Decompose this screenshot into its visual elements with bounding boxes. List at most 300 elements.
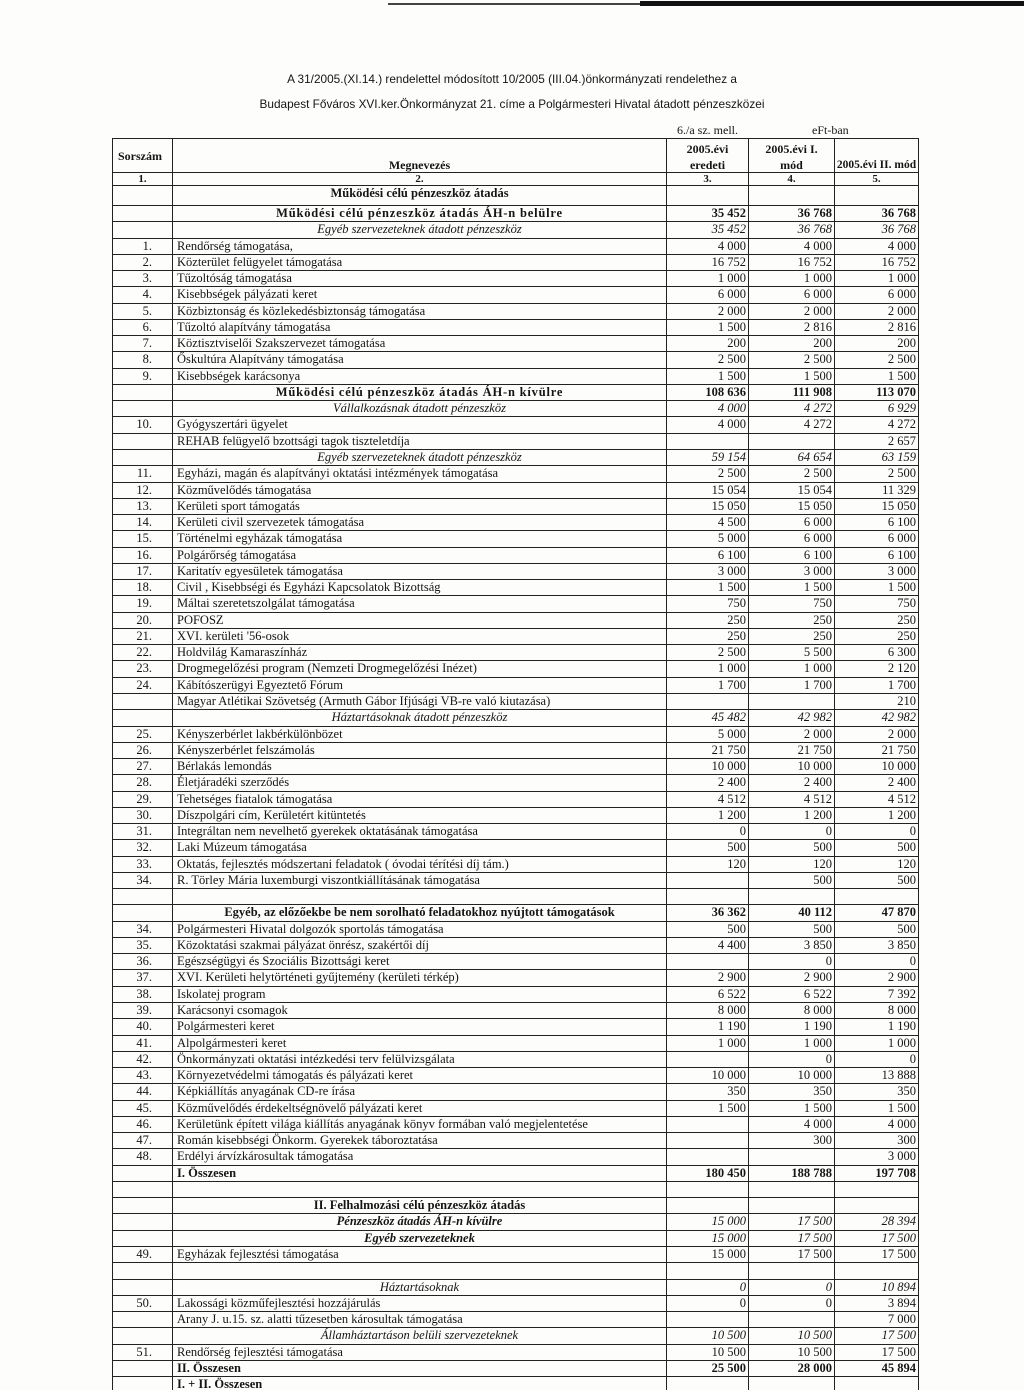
value-2005-ii-mod: 7 000 [835,1312,919,1327]
row-label [173,1263,667,1278]
value-2005-eredeti [667,1377,749,1390]
value-2005-ii-mod: 6 000 [835,531,919,546]
table-row [113,1247,919,1263]
value-2005-i-mod: 6 000 [749,287,835,302]
value-2005-eredeti: 4 512 [667,792,749,807]
table-row [113,645,919,661]
value-2005-ii-mod: 21 750 [835,743,919,758]
row-number: 42. [113,1052,173,1067]
value-2005-i-mod [749,1263,835,1278]
row-label: Közművelődés támogatása [173,483,667,498]
row-number: 7. [113,336,173,351]
value-2005-ii-mod: 0 [835,824,919,839]
row-number: 16. [113,548,173,563]
value-2005-ii-mod: 1 190 [835,1019,919,1034]
value-2005-i-mod: 750 [749,596,835,611]
value-2005-eredeti: 6 000 [667,287,749,302]
value-2005-i-mod: 4 272 [749,417,835,432]
value-2005-ii-mod: 500 [835,840,919,855]
column-header-label: eredeti [689,158,726,172]
value-2005-ii-mod: 350 [835,1084,919,1099]
group-row [113,1328,919,1344]
value-2005-i-mod: 2 816 [749,320,835,335]
row-label: Polgármesteri Hivatal dolgozók sportolás támogatása [173,922,667,937]
value-2005-i-mod [749,694,835,709]
row-label: II. Összesen [173,1361,667,1376]
value-2005-ii-mod: 28 394 [835,1214,919,1229]
value-2005-ii-mod: 3 000 [835,564,919,579]
row-label: Gyógyszertári ügyelet [173,417,667,432]
table-row [113,434,919,450]
table-row [113,694,919,710]
value-2005-ii-mod [835,186,919,205]
row-label: Kerületi civil szervezetek támogatása [173,515,667,530]
value-2005-i-mod: 1 500 [749,369,835,384]
value-2005-i-mod: 2 000 [749,304,835,319]
value-2005-eredeti [667,1133,749,1148]
budget-table [112,138,919,1390]
value-2005-i-mod: 1 700 [749,678,835,693]
value-2005-i-mod: 8 000 [749,1003,835,1018]
value-2005-i-mod: 111 908 [749,385,835,400]
row-label: Drogmegelőzési program (Nemzeti Drogmegelőzési Inézet) [173,661,667,676]
table-row [113,727,919,743]
value-2005-ii-mod: 47 870 [835,905,919,920]
table-row [113,255,919,271]
value-2005-eredeti: 15 054 [667,483,749,498]
value-2005-ii-mod [835,1377,919,1390]
value-2005-eredeti: 16 752 [667,255,749,270]
value-2005-eredeti: 59 154 [667,450,749,465]
annex-number: 6./a sz. mell. [677,123,738,137]
row-number: 10. [113,417,173,432]
value-2005-ii-mod: 250 [835,629,919,644]
row-label: Tűzoltó alapítvány támogatása [173,320,667,335]
row-label: Magyar Atlétikai Szövetség (Armuth Gábor Ifjúsági VB-re való kiutazása) [173,694,667,709]
table-row [113,970,919,986]
value-2005-i-mod: 120 [749,857,835,872]
table-row [113,954,919,970]
value-2005-eredeti: 1 190 [667,1019,749,1034]
row-label: Tűzoltóság támogatása [173,271,667,286]
value-2005-i-mod: 4 000 [749,239,835,254]
value-2005-ii-mod: 13 888 [835,1068,919,1083]
value-2005-eredeti: 5 000 [667,727,749,742]
value-2005-eredeti [667,1198,749,1213]
value-2005-eredeti: 10 500 [667,1328,749,1343]
row-label: Román kisebbségi Önkorm. Gyerekek táboroztatása [173,1133,667,1148]
row-number: 32. [113,840,173,855]
row-number: 11. [113,466,173,481]
value-2005-i-mod: 36 768 [749,206,835,221]
value-2005-ii-mod [835,1198,919,1213]
row-label: Rendőrség fejlesztési támogatása [173,1345,667,1360]
value-2005-eredeti: 4 000 [667,239,749,254]
value-2005-eredeti: 2 900 [667,970,749,985]
row-number: 26. [113,743,173,758]
row-label: Alpolgármesteri keret [173,1036,667,1051]
row-label: Karitatív egyesületek támogatása [173,564,667,579]
table-row [113,775,919,791]
table-row [113,1149,919,1165]
value-2005-i-mod: 1 000 [749,661,835,676]
value-2005-ii-mod: 1 000 [835,271,919,286]
row-number: 34. [113,922,173,937]
value-2005-ii-mod [835,1182,919,1197]
value-2005-ii-mod: 2 000 [835,727,919,742]
value-2005-i-mod: 10 000 [749,1068,835,1083]
value-2005-i-mod: 250 [749,629,835,644]
value-2005-ii-mod: 120 [835,857,919,872]
row-label: Kényszerbérlet lakbérkülönbözet [173,727,667,742]
value-2005-eredeti: 1 500 [667,1101,749,1116]
row-number [113,889,173,904]
row-number: 49. [113,1247,173,1262]
row-label: Életjáradéki szerződés [173,775,667,790]
row-label: Iskolatej program [173,987,667,1002]
value-2005-i-mod: 350 [749,1084,835,1099]
table-row [113,531,919,547]
column-number: 2. [173,173,667,185]
row-number: 5. [113,304,173,319]
row-number: 45. [113,1101,173,1116]
column-header-label: 2005.évi II. mód [836,159,917,171]
column-header-label: mód [780,158,803,172]
value-2005-eredeti: 4 000 [667,417,749,432]
value-2005-ii-mod: 200 [835,336,919,351]
table-row [113,1036,919,1052]
value-2005-eredeti: 36 362 [667,905,749,920]
row-number: 51. [113,1345,173,1360]
value-2005-ii-mod: 42 982 [835,710,919,725]
decree-reference-line: A 31/2005.(XI.14.) rendelettel módosított 10/2005 (III.04.)önkormányzati rendelethez a [287,72,737,86]
value-2005-eredeti [667,434,749,449]
value-2005-ii-mod: 197 708 [835,1166,919,1181]
value-2005-ii-mod: 1 000 [835,1036,919,1051]
column-header-label: 2005.évi [686,142,729,156]
value-2005-eredeti: 2 500 [667,352,749,367]
row-number: 20. [113,613,173,628]
value-2005-i-mod: 500 [749,840,835,855]
value-2005-i-mod: 10 500 [749,1328,835,1343]
value-2005-i-mod: 15 050 [749,499,835,514]
value-2005-ii-mod: 16 752 [835,255,919,270]
row-label [173,889,667,904]
row-number [113,1377,173,1390]
blank-row [113,1182,919,1198]
row-label: Államháztartáson belüli szervezeteknek [173,1328,667,1343]
value-2005-i-mod: 4 000 [749,1117,835,1132]
subtotal-row [113,385,919,401]
value-2005-i-mod: 10 500 [749,1345,835,1360]
value-2005-ii-mod: 6 100 [835,548,919,563]
scan-edge-mark [640,1,1024,6]
value-2005-eredeti: 1 200 [667,808,749,823]
column-header-megnevezes [173,139,667,172]
value-2005-eredeti: 180 450 [667,1166,749,1181]
row-label: Kábítószerügyi Egyeztető Fórum [173,678,667,693]
value-2005-i-mod: 2 000 [749,727,835,742]
table-row [113,271,919,287]
value-2005-eredeti: 500 [667,840,749,855]
row-number: 12. [113,483,173,498]
row-number: 13. [113,499,173,514]
value-2005-i-mod: 0 [749,1052,835,1067]
column-header-mod-2 [835,139,919,172]
row-label: XVI. kerületi '56-osok [173,629,667,644]
value-2005-eredeti: 6 100 [667,548,749,563]
row-number: 44. [113,1084,173,1099]
total-row [113,1361,919,1377]
value-2005-ii-mod: 45 894 [835,1361,919,1376]
value-2005-ii-mod: 17 500 [835,1231,919,1246]
value-2005-i-mod: 200 [749,336,835,351]
value-2005-i-mod [749,1377,835,1390]
value-2005-ii-mod: 4 000 [835,239,919,254]
row-number: 30. [113,808,173,823]
row-number: 22. [113,645,173,660]
column-number: 1. [113,173,173,185]
row-number [113,1263,173,1278]
table-row [113,873,919,889]
value-2005-ii-mod: 7 392 [835,987,919,1002]
value-2005-ii-mod: 3 850 [835,938,919,953]
value-2005-i-mod: 1 190 [749,1019,835,1034]
row-number: 15. [113,531,173,546]
row-label: II. Felhalmozási célú pénzeszköz átadás [173,1198,667,1213]
row-label: POFOSZ [173,613,667,628]
row-number [113,905,173,920]
value-2005-i-mod: 500 [749,873,835,888]
table-row [113,1052,919,1068]
value-2005-eredeti: 1 500 [667,320,749,335]
table-row [113,1312,919,1328]
row-label: Egyéb szervezeteknek átadott pénzeszköz [173,450,667,465]
row-label: Oktatás, fejlesztés módszertani feladatok ( óvodai térítési díj tám.) [173,857,667,872]
row-number: 18. [113,580,173,595]
section-heading-row [113,1198,919,1214]
value-2005-eredeti: 250 [667,613,749,628]
value-2005-eredeti: 250 [667,629,749,644]
table-row [113,515,919,531]
value-2005-ii-mod: 2 400 [835,775,919,790]
value-2005-eredeti: 6 522 [667,987,749,1002]
value-2005-eredeti: 500 [667,922,749,937]
table-row [113,287,919,303]
row-label: Vállalkozásnak átadott pénzeszköz [173,401,667,416]
value-2005-ii-mod: 4 512 [835,792,919,807]
value-2005-ii-mod: 36 768 [835,222,919,237]
value-2005-ii-mod: 210 [835,694,919,709]
value-2005-i-mod: 1 500 [749,580,835,595]
value-2005-eredeti: 35 452 [667,206,749,221]
row-label: Laki Múzeum támogatása [173,840,667,855]
value-2005-ii-mod: 36 768 [835,206,919,221]
row-number: 37. [113,970,173,985]
row-label: REHAB felügyelő bzottsági tagok tiszteletdíja [173,434,667,449]
table-row [113,417,919,433]
row-label: Egyéb szervezeteknek [173,1231,667,1246]
value-2005-eredeti [667,889,749,904]
column-number: 5. [835,173,919,185]
row-label: R. Törley Mária luxemburgi viszontkiállításának támogatása [173,873,667,888]
value-2005-eredeti [667,1312,749,1327]
value-2005-eredeti: 1 700 [667,678,749,693]
group-row [113,1214,919,1230]
value-2005-i-mod: 188 788 [749,1166,835,1181]
value-2005-i-mod: 0 [749,954,835,969]
value-2005-ii-mod: 113 070 [835,385,919,400]
row-number [113,385,173,400]
row-number [113,1328,173,1343]
row-number: 46. [113,1117,173,1132]
table-row [113,678,919,694]
value-2005-eredeti: 1 500 [667,369,749,384]
row-number [113,1312,173,1327]
column-header-label: Megnevezés [388,158,451,172]
column-header-label: 2005.évi I. [765,142,818,156]
row-label: Díszpolgári cím, Kerületért kitüntetés [173,808,667,823]
column-header-sorszam [113,139,173,172]
value-2005-ii-mod: 2 000 [835,304,919,319]
table-row [113,857,919,873]
row-number [113,1361,173,1376]
value-2005-ii-mod: 1 700 [835,678,919,693]
value-2005-i-mod: 4 512 [749,792,835,807]
value-2005-ii-mod: 6 000 [835,287,919,302]
value-2005-ii-mod: 2 900 [835,970,919,985]
table-body [113,186,919,1390]
value-2005-eredeti: 45 482 [667,710,749,725]
row-label [173,1182,667,1197]
value-2005-ii-mod: 10 000 [835,759,919,774]
value-2005-ii-mod: 3 000 [835,1149,919,1164]
table-row [113,596,919,612]
row-label: Civil , Kisebbségi és Egyházi Kapcsolatok Bizottság [173,580,667,595]
row-label: Háztartásoknak átadott pénzeszköz [173,710,667,725]
table-row [113,824,919,840]
value-2005-eredeti: 0 [667,1296,749,1311]
table-row [113,938,919,954]
value-2005-ii-mod: 2 657 [835,434,919,449]
row-number: 21. [113,629,173,644]
value-2005-ii-mod: 3 894 [835,1296,919,1311]
table-row [113,1133,919,1149]
row-label: XVI. Kerületi helytörténeti gyűjtemény (kerületi térkép) [173,970,667,985]
value-2005-eredeti: 10 000 [667,1068,749,1083]
value-2005-i-mod: 28 000 [749,1361,835,1376]
value-2005-ii-mod: 2 500 [835,466,919,481]
value-2005-ii-mod: 750 [835,596,919,611]
value-2005-eredeti: 15 000 [667,1247,749,1262]
value-2005-ii-mod: 1 500 [835,1101,919,1116]
document-title: Budapest Főváros XVI.ker.Önkormányzat 21. címe a Polgármesteri Hivatal átadott pénzeszközei [259,97,765,111]
row-number: 14. [113,515,173,530]
row-number: 28. [113,775,173,790]
table-row [113,1101,919,1117]
table-row [113,922,919,938]
value-2005-i-mod: 250 [749,613,835,628]
table-row [113,808,919,824]
value-2005-ii-mod: 2 120 [835,661,919,676]
table-row [113,987,919,1003]
row-label: Működési célú pénzeszköz átadás [173,186,667,205]
row-label: Köztisztviselői Szakszervezet támogatása [173,336,667,351]
row-label: Bérlakás lemondás [173,759,667,774]
value-2005-eredeti: 2 000 [667,304,749,319]
row-label: Lakossági közműfejlesztési hozzájárulás [173,1296,667,1311]
value-2005-i-mod: 0 [749,1280,835,1295]
value-2005-i-mod: 40 112 [749,905,835,920]
row-label: Kényszerbérlet felszámolás [173,743,667,758]
value-2005-i-mod: 42 982 [749,710,835,725]
row-number: 47. [113,1133,173,1148]
row-number: 8. [113,352,173,367]
row-number: 2. [113,255,173,270]
row-number: 24. [113,678,173,693]
value-2005-ii-mod: 6 300 [835,645,919,660]
table-row [113,792,919,808]
row-label: Önkormányzati oktatási intézkedési terv felülvizsgálata [173,1052,667,1067]
blank-row [113,1263,919,1279]
value-2005-eredeti: 350 [667,1084,749,1099]
row-number: 3. [113,271,173,286]
row-label: Közművelődés érdekeltségnövelő pályázati keret [173,1101,667,1116]
value-2005-eredeti: 2 500 [667,466,749,481]
value-2005-i-mod: 300 [749,1133,835,1148]
total-row [113,1166,919,1182]
value-2005-ii-mod: 17 500 [835,1345,919,1360]
value-2005-ii-mod: 2 500 [835,352,919,367]
value-2005-eredeti: 750 [667,596,749,611]
value-2005-eredeti: 10 000 [667,759,749,774]
value-2005-i-mod: 17 500 [749,1214,835,1229]
value-2005-eredeti: 15 000 [667,1214,749,1229]
value-2005-i-mod: 6 000 [749,531,835,546]
value-2005-ii-mod: 6 100 [835,515,919,530]
row-number: 1. [113,239,173,254]
row-label: Kerületünk épített világa kiállítás anyagának könyv formában való megjelentetése [173,1117,667,1132]
value-2005-eredeti: 120 [667,857,749,872]
value-2005-i-mod [749,1182,835,1197]
value-2005-i-mod [749,1312,835,1327]
row-label: Egyéb szervezeteknek átadott pénzeszköz [173,222,667,237]
row-number: 27. [113,759,173,774]
row-number: 35. [113,938,173,953]
value-2005-eredeti: 15 050 [667,499,749,514]
group-row [113,1231,919,1247]
table-row [113,1345,919,1361]
table-row [113,304,919,320]
group-row [113,450,919,466]
value-2005-ii-mod [835,1263,919,1278]
table-row [113,239,919,255]
row-number: 40. [113,1019,173,1034]
table-row [113,320,919,336]
row-label: Tehetséges fiatalok támogatása [173,792,667,807]
value-2005-i-mod: 3 000 [749,564,835,579]
value-2005-i-mod: 17 500 [749,1231,835,1246]
value-2005-eredeti: 2 400 [667,775,749,790]
value-2005-i-mod: 0 [749,1296,835,1311]
group-row [113,401,919,417]
value-2005-ii-mod: 0 [835,1052,919,1067]
value-2005-ii-mod: 2 816 [835,320,919,335]
table-row [113,564,919,580]
row-number [113,434,173,449]
value-2005-eredeti: 4 000 [667,401,749,416]
value-2005-i-mod: 5 500 [749,645,835,660]
